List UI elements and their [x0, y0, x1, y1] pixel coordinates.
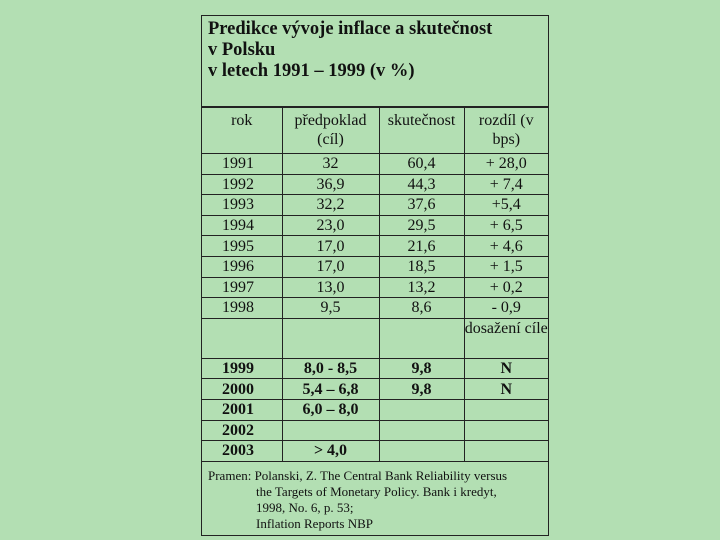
table-row-bold [202, 399, 548, 420]
cell-empty [282, 318, 379, 358]
cell-empty [202, 318, 282, 358]
inflation-table [202, 107, 548, 462]
cell-predpoklad: 6,0 – 8,0 [282, 399, 379, 420]
cell-skutecnost: 8,6 [379, 298, 464, 319]
inflation-table-panel [201, 15, 549, 536]
cell-predpoklad: 8,0 - 8,5 [282, 358, 379, 379]
source-line-1: Pramen: Polanski, Z. The Central Bank Reliability versus [208, 467, 508, 483]
cell-rok: 1991 [202, 154, 282, 175]
cell-rok: 1999 [202, 358, 282, 379]
cell-rok: 1995 [202, 236, 282, 257]
cell-rozdil [464, 420, 548, 441]
cell-skutecnost: 21,6 [379, 236, 464, 257]
cell-rok: 2002 [202, 420, 282, 441]
cell-rozdil: N [464, 379, 548, 400]
table-row [202, 298, 548, 319]
cell-skutecnost: 60,4 [379, 154, 464, 175]
cell-predpoklad: 5,4 – 6,8 [282, 379, 379, 400]
header-skutecnost: skutečnost [379, 108, 464, 154]
cell-skutecnost [379, 399, 464, 420]
cell-predpoklad: 32 [282, 154, 379, 175]
cell-rozdil: + 1,5 [464, 256, 548, 277]
cell-rozdil [464, 399, 548, 420]
cell-rozdil [464, 441, 548, 462]
title-line-1: Predikce vývoje inflace a skutečnost [208, 19, 493, 39]
cell-rok: 1996 [202, 256, 282, 277]
header-row [202, 108, 548, 154]
cell-skutecnost [379, 441, 464, 462]
table-row [202, 154, 548, 175]
header-predpoklad: předpoklad (cíl) [282, 108, 379, 154]
cell-rozdil: - 0,9 [464, 298, 548, 319]
table-row [202, 215, 548, 236]
cell-skutecnost: 44,3 [379, 174, 464, 195]
cell-predpoklad: 17,0 [282, 236, 379, 257]
table-row-gap [202, 318, 548, 358]
table-row [202, 256, 548, 277]
source-line-3: 1998, No. 6, p. 53; [256, 499, 354, 515]
table-row-bold [202, 379, 548, 400]
cell-skutecnost: 9,8 [379, 358, 464, 379]
table-row-bold [202, 420, 548, 441]
cell-predpoklad: 23,0 [282, 215, 379, 236]
cell-rozdil: + 28,0 [464, 154, 548, 175]
cell-rozdil: N [464, 358, 548, 379]
cell-predpoklad: 13,0 [282, 277, 379, 298]
header-rozdil: rozdíl (v bps) [464, 108, 548, 154]
cell-predpoklad [282, 420, 379, 441]
cell-skutecnost: 37,6 [379, 195, 464, 216]
table-row [202, 195, 548, 216]
header-rok: rok [202, 108, 282, 154]
cell-rozdil: + 6,5 [464, 215, 548, 236]
cell-rok: 2000 [202, 379, 282, 400]
cell-skutecnost: 9,8 [379, 379, 464, 400]
cell-predpoklad: 17,0 [282, 256, 379, 277]
cell-rozdil: + 0,2 [464, 277, 548, 298]
cell-rozdil: +5,4 [464, 195, 548, 216]
source-line-4: Inflation Reports NBP [256, 515, 373, 531]
cell-skutecnost: 18,5 [379, 256, 464, 277]
cell-predpoklad: 32,2 [282, 195, 379, 216]
cell-rok: 2001 [202, 399, 282, 420]
source-line-2: the Targets of Monetary Policy. Bank i kredyt, [256, 483, 497, 499]
cell-gap-note: dosažení cíle [464, 318, 548, 358]
table-row-bold [202, 441, 548, 462]
cell-skutecnost: 13,2 [379, 277, 464, 298]
cell-rozdil: + 4,6 [464, 236, 548, 257]
cell-rozdil: + 7,4 [464, 174, 548, 195]
cell-predpoklad: 9,5 [282, 298, 379, 319]
cell-rok: 1993 [202, 195, 282, 216]
table-row [202, 174, 548, 195]
table-row [202, 277, 548, 298]
table-row-bold [202, 358, 548, 379]
table-row [202, 236, 548, 257]
cell-rok: 1992 [202, 174, 282, 195]
cell-rok: 1998 [202, 298, 282, 319]
cell-rok: 2003 [202, 441, 282, 462]
cell-predpoklad: > 4,0 [282, 441, 379, 462]
cell-empty [379, 318, 464, 358]
cell-skutecnost [379, 420, 464, 441]
source-note [202, 462, 548, 532]
title-line-2: v Polsku [208, 40, 276, 60]
cell-rok: 1994 [202, 215, 282, 236]
title-line-3: v letech 1991 – 1999 (v %) [208, 61, 415, 81]
cell-rok: 1997 [202, 277, 282, 298]
table-title [202, 16, 548, 107]
cell-predpoklad: 36,9 [282, 174, 379, 195]
cell-skutecnost: 29,5 [379, 215, 464, 236]
